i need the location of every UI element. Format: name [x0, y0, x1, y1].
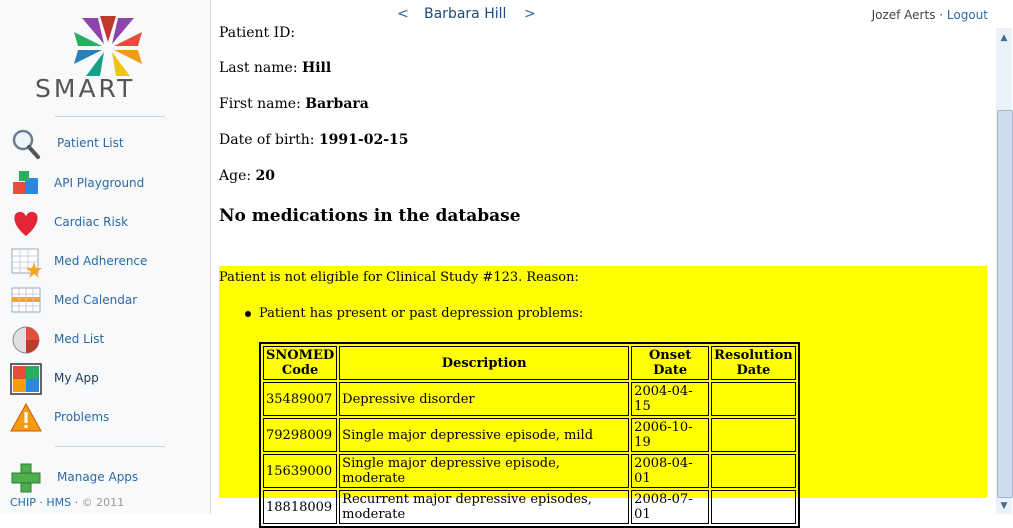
resolution-date — [711, 454, 796, 488]
reason-bullet-text: Patient has present or past depression problems: — [259, 306, 584, 321]
sidebar-item-med-list[interactable] — [8, 322, 198, 356]
snomed-code: 18818009 — [263, 490, 337, 524]
onset-date: 2004-04-15 — [631, 382, 709, 416]
user-info: Jozef Aerts · Logout — [871, 8, 988, 22]
dob-row — [219, 132, 409, 148]
dob-value: 1991-02-15 — [318, 132, 409, 148]
bullet-dot — [245, 311, 251, 317]
sidebar-item-manage-apps[interactable] — [8, 460, 198, 494]
chip-link[interactable]: CHIP — [10, 496, 36, 509]
col-header-snomed: SNOMED Code — [263, 346, 337, 380]
vertical-scrollbar[interactable] — [996, 28, 1012, 514]
sidebar-item-label: Problems — [54, 410, 110, 424]
col-header-onset: Onset Date — [631, 346, 709, 380]
conditions-table — [259, 342, 800, 528]
calendar-icon — [10, 285, 42, 317]
calendar-star-icon — [10, 246, 42, 278]
sidebar-item-label: Manage Apps — [57, 470, 139, 484]
last-name-label: Last name: — [219, 60, 298, 76]
sidebar-divider — [55, 116, 165, 117]
sidebar-item-label: Med List — [54, 332, 105, 346]
eligibility-panel — [219, 266, 987, 522]
magnifier-icon — [10, 128, 42, 160]
sidebar-footer: CHIP · HMS · © 2011 — [10, 496, 125, 509]
sidebar-item-label: Med Adherence — [54, 254, 148, 268]
eligibility-reason: Patient is not eligible for Clinical Study #123. Reason: — [219, 270, 579, 285]
first-name-value: Barbara — [305, 96, 369, 112]
pill-icon — [10, 324, 42, 356]
logout-link[interactable]: Logout — [946, 8, 988, 22]
col-header-description: Description — [339, 346, 629, 380]
snomed-code: 35489007 — [263, 382, 337, 416]
heart-icon — [10, 207, 42, 239]
sidebar-divider — [55, 446, 165, 447]
no-medications-heading: No medications in the database — [219, 206, 521, 226]
reason-bullet — [245, 306, 583, 321]
last-name-row — [219, 60, 331, 76]
last-name-value: Hill — [302, 60, 332, 76]
sidebar-item-label: Patient List — [57, 136, 124, 150]
warning-icon — [10, 402, 42, 434]
sidebar-item-med-adherence[interactable] — [8, 244, 198, 278]
sidebar-item-label: API Playground — [54, 176, 145, 190]
scrollbar-thumb[interactable] — [997, 110, 1013, 498]
logo-text: SMART — [35, 74, 136, 103]
description: Depressive disorder — [339, 382, 629, 416]
tiles-icon — [10, 363, 42, 395]
onset-date: 2006-10-19 — [631, 418, 709, 452]
resolution-date — [711, 490, 796, 524]
table-row — [263, 490, 796, 524]
sidebar-item-med-calendar[interactable] — [8, 283, 198, 317]
patient-name: Barbara Hill — [424, 6, 507, 22]
app-content — [212, 22, 996, 522]
sidebar-item-label: My App — [54, 371, 99, 385]
sidebar-item-problems[interactable] — [8, 400, 198, 434]
age-row — [219, 168, 275, 184]
sidebar-item-my-app[interactable] — [8, 361, 198, 395]
sidebar-item-cardiac-risk[interactable] — [8, 205, 198, 239]
dob-label: Date of birth: — [219, 132, 315, 148]
blocks-icon — [10, 168, 42, 200]
first-name-label: First name: — [219, 96, 301, 112]
snomed-code: 79298009 — [263, 418, 337, 452]
age-value: 20 — [255, 168, 276, 184]
description: Single major depressive episode, moderate — [339, 454, 629, 488]
scroll-up-icon[interactable]: ▲ — [1000, 33, 1008, 43]
table-header-row — [263, 346, 796, 380]
next-patient-button[interactable]: > — [524, 6, 536, 22]
sidebar-item-label: Med Calendar — [54, 293, 138, 307]
scroll-down-icon[interactable]: ▼ — [1000, 501, 1008, 511]
resolution-date — [711, 418, 796, 452]
description: Recurrent major depressive episodes, moderate — [339, 490, 629, 524]
first-name-row — [219, 96, 369, 112]
resolution-date — [711, 382, 796, 416]
hms-link[interactable]: HMS — [46, 496, 72, 509]
table-row — [263, 454, 796, 488]
onset-date: 2008-04-01 — [631, 454, 709, 488]
description: Single major depressive episode, mild — [339, 418, 629, 452]
copyright: © 2011 — [81, 496, 125, 509]
age-label: Age: — [219, 168, 252, 184]
snomed-code: 15639000 — [263, 454, 337, 488]
plus-icon — [10, 462, 42, 494]
username: Jozef Aerts — [871, 8, 936, 22]
sidebar-item-api-playground[interactable] — [8, 166, 198, 200]
patient-id-label: Patient ID: — [219, 25, 296, 41]
onset-date: 2008-07-01 — [631, 490, 709, 524]
sidebar-item-label: Cardiac Risk — [54, 215, 129, 229]
prev-patient-button[interactable]: < — [397, 6, 409, 22]
table-row — [263, 418, 796, 452]
sidebar — [0, 0, 211, 514]
table-row — [263, 382, 796, 416]
col-header-resolution: Resolution Date — [711, 346, 796, 380]
sidebar-item-patient-list[interactable] — [8, 126, 198, 160]
